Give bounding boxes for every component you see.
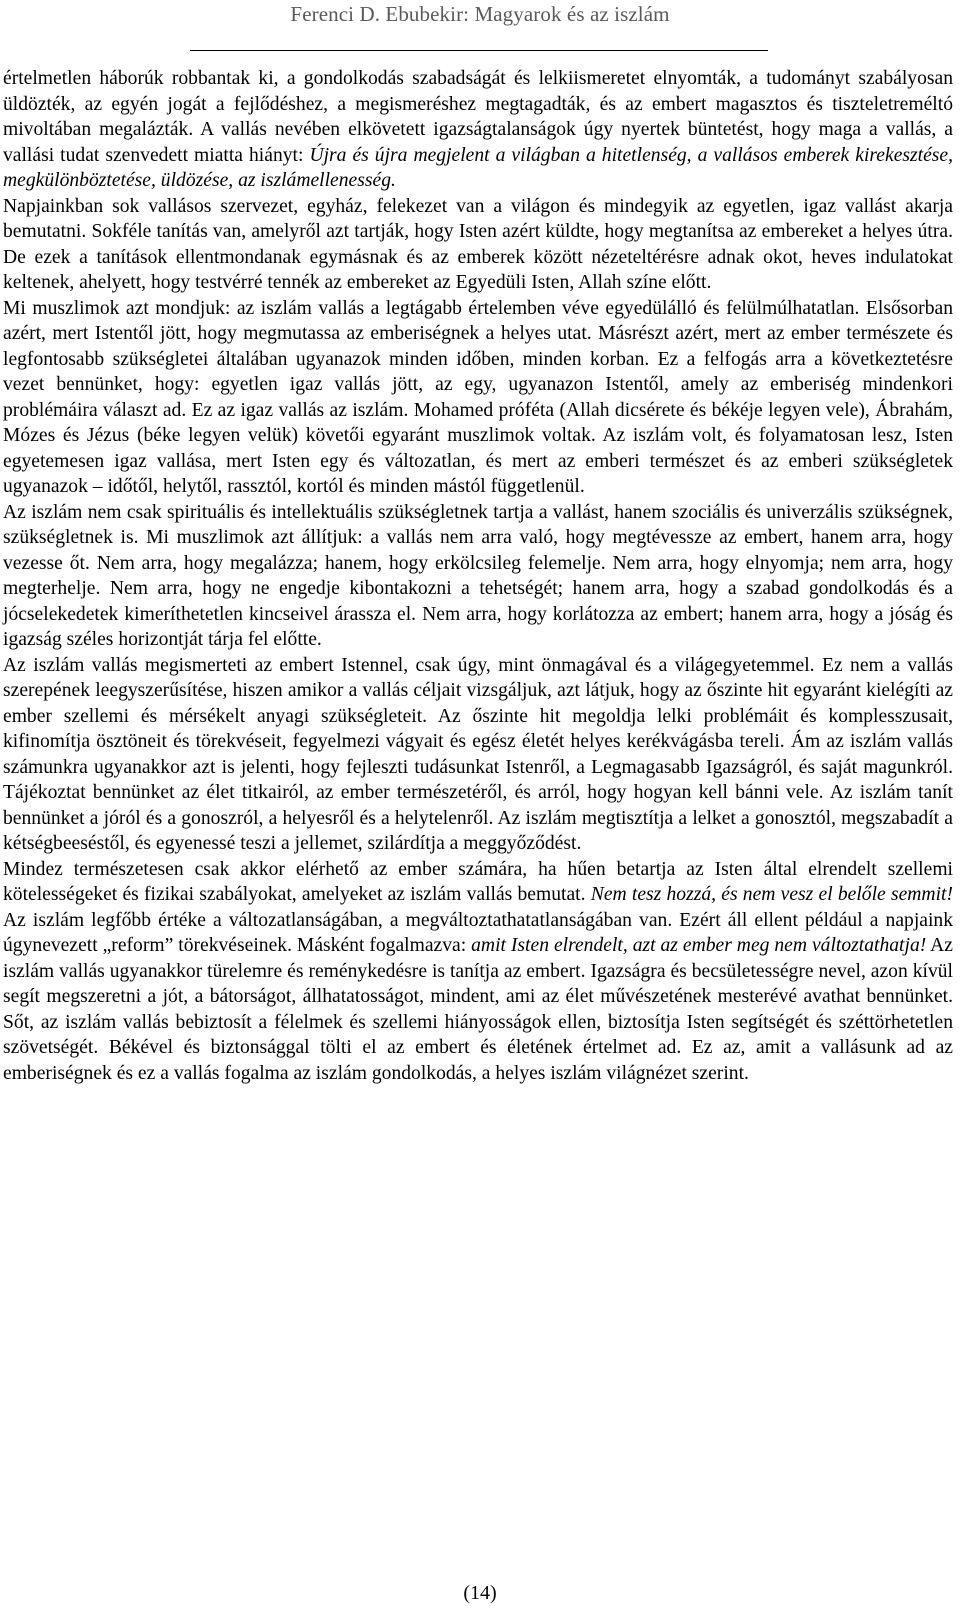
paragraph-3 (3, 296, 953, 500)
paragraph-5 (3, 653, 953, 857)
paragraph-2 (3, 194, 953, 296)
paragraph-4 (3, 500, 953, 653)
paragraph-1 (3, 66, 953, 194)
paragraph-text: értelmetlen háborúk robbantak ki, a gondolkodás szabadságát és lelkiismeretet elnyomták, a tudományt szabályosan üldözték, az egyén jogát a fejlődéshez, a megismeréshez megtagadták, és az embert magasztos és tiszteletreméltó mivoltában megalázták. A vallás nevében elkövetett igazságtalanságok úgy nyertek büntetést, hogy maga a vallás, a vallási tudat szenvedett miatta hiányt: (3, 68, 953, 166)
italic-quote: amit Isten elrendelt, azt az ember meg nem változtathatja! (471, 935, 927, 956)
paragraph-text: Mi muszlimok azt mondjuk: az iszlám vallás a legtágabb értelemben véve egyedülálló és felülmúlhatatlan. Elsősorban azért, mert Istentől jött, hogy megmutassa az emberiségnek a helyes utat. Másrészt azért, mert az ember természete és legfontosabb szükségletei általában ugyanazok minden időben, minden korban. Ez a felfogás arra a következtetésre vezet bennünket, hogy: egyetlen igaz vallás jött, az egy, ugyanazon Istentől, amely az emberiség mindenkori problémáira választ ad. Ez az igaz vallás az iszlám. Mohamed próféta (Allah dicsérete és békéje legyen vele), Ábrahám, Mózes és Jézus (béke legyen velük) követői egyaránt muszlimok voltak. Az iszlám volt, és folyamatosan lesz, Isten egyetemesen igaz vallása, mert Isten egy és változatlan, és mert az emberi természet és az emberi szükségletek ugyanazok – időtől, helytől, rassztól, kortól és minden mástól függetlenül. (3, 297, 953, 497)
paragraph-text: Az iszlám legfőbb értéke a változatlanságában, a megváltoztathatatlanságában van. Ezért áll ellent például a napjaink úgynevezett „reform” törekvéseinek. Másként fogalmazva: (3, 909, 953, 956)
italic-quote: Nem tesz hozzá, és nem vesz el belőle semmit! (590, 884, 953, 905)
paragraph-text: Mindez természetesen csak akkor elérhető az ember számára, ha hűen betartja az Isten által elrendelt szellemi kötelességeket és fizikai szabályokat, amelyeket az iszlám vallás bemutat. (3, 858, 953, 905)
italic-quote: Újra és újra megjelent a világban a hitetlenség, a vallásos emberek kirekesztése, megkülönböztetése, üldözése, az iszlámellenesség. (3, 144, 954, 191)
running-header: Ferenci D. Ebubekir: Magyarok és az iszlám (290, 2, 670, 26)
page-number: (14) (463, 1582, 497, 1604)
paragraph-text: Az iszlám vallás megismerteti az embert Istennel, csak úgy, mint önmagával és a világegyetemmel. Ez nem a vallás szerepének leegyszerűsítése, hiszen amikor a vallás céljait vizsgáljuk, azt látjuk, hogy az őszinte hit egyaránt kielégíti az ember szellemi és mérsékelt anyagi szükségleteit. Az őszinte hit megoldja lelki problémáit és komplesszusait, kifinomítja ösztöneit és törekvéseit, fegyelmezi vágyait és egész életét helyes kerékvágásba tereli. Ám az iszlám vallás számunkra ugyanakkor azt is jelenti, hogy fejleszti tudásunkat Istenről, a Legmagasabb Igazságról, és saját magunkról. Tájékoztat bennünket az élet titkairól, az ember természetéről, és arról, hogy hogyan kell bánni vele. Az iszlám tanít bennünket a jóról és a gonoszról, a helyesről és a helytelenről. Az iszlám megtisztítja a lelket a gonosztól, megszabadít a kétségbeeséstől, és egyenessé teszi a jellemet, szilárdítja a meggyőződést. (3, 654, 953, 854)
body-text (3, 66, 953, 1086)
header-divider (190, 50, 768, 51)
paragraph-6 (3, 857, 953, 1087)
paragraph-text: Az iszlám vallás ugyanakkor türelemre és reménykedésre is tanítja az embert. Igazságra és becsületességre nevel, azon kívül segít megszeretni a jót, a bátorságot, állhatatosságot, mindent, ami az élet művészetének mesterévé avathat bennünket. Sőt, az iszlám vallás bebiztosít a félelmek és szellemi hiányosságok ellen, biztosítja Isten segítségét és széttörhetetlen szövetségét. Békével és biztonsággal tölti el az embert és életének értelmet ad. Ez az, amit a vallásunk ad az emberiségnek és ez a vallás fogalma az iszlám gondolkodás, a helyes iszlám világnézet szerint. (3, 935, 953, 1084)
paragraph-text: Az iszlám nem csak spirituális és intellektuális szükségletnek tartja a vallást, hanem szociális és univerzális szükségnek, szükségletnek is. Mi muszlimok azt állítjuk: a vallás nem arra való, hogy megtévessze az embert, hanem arra, hogy vezesse őt. Nem arra, hogy megalázza; hanem, hogy erkölcsileg felemelje. Nem arra, hogy elnyomja; nem arra, hogy megterhelje. Nem arra, hogy ne engedje kibontakozni a tehetségét; hanem arra, hogy a szabad gondolkodás és a jócselekedetek kimeríthetetlen kincseivel árassza el. Nem arra, hogy korlátozza az embert; hanem arra, hogy a jóság és igazság széles horizontját tárja fel előtte. (3, 501, 953, 650)
paragraph-text: Napjainkban sok vallásos szervezet, egyház, felekezet van a világon és mindegyik az egyetlen, igaz vallást akarja bemutatni. Sokféle tanítás van, amelyről azt tartják, hogy Isten azért küldte, hogy megtanítsa az embereket a helyes útra. De ezek a tanítások ellentmondanak egymásnak és az emberek között nézeteltérésre adnak okot, heves indulatokat keltenek, ahelyett, hogy testvérré tennék az embereket az Egyedüli Isten, Allah színe előtt. (3, 195, 953, 293)
